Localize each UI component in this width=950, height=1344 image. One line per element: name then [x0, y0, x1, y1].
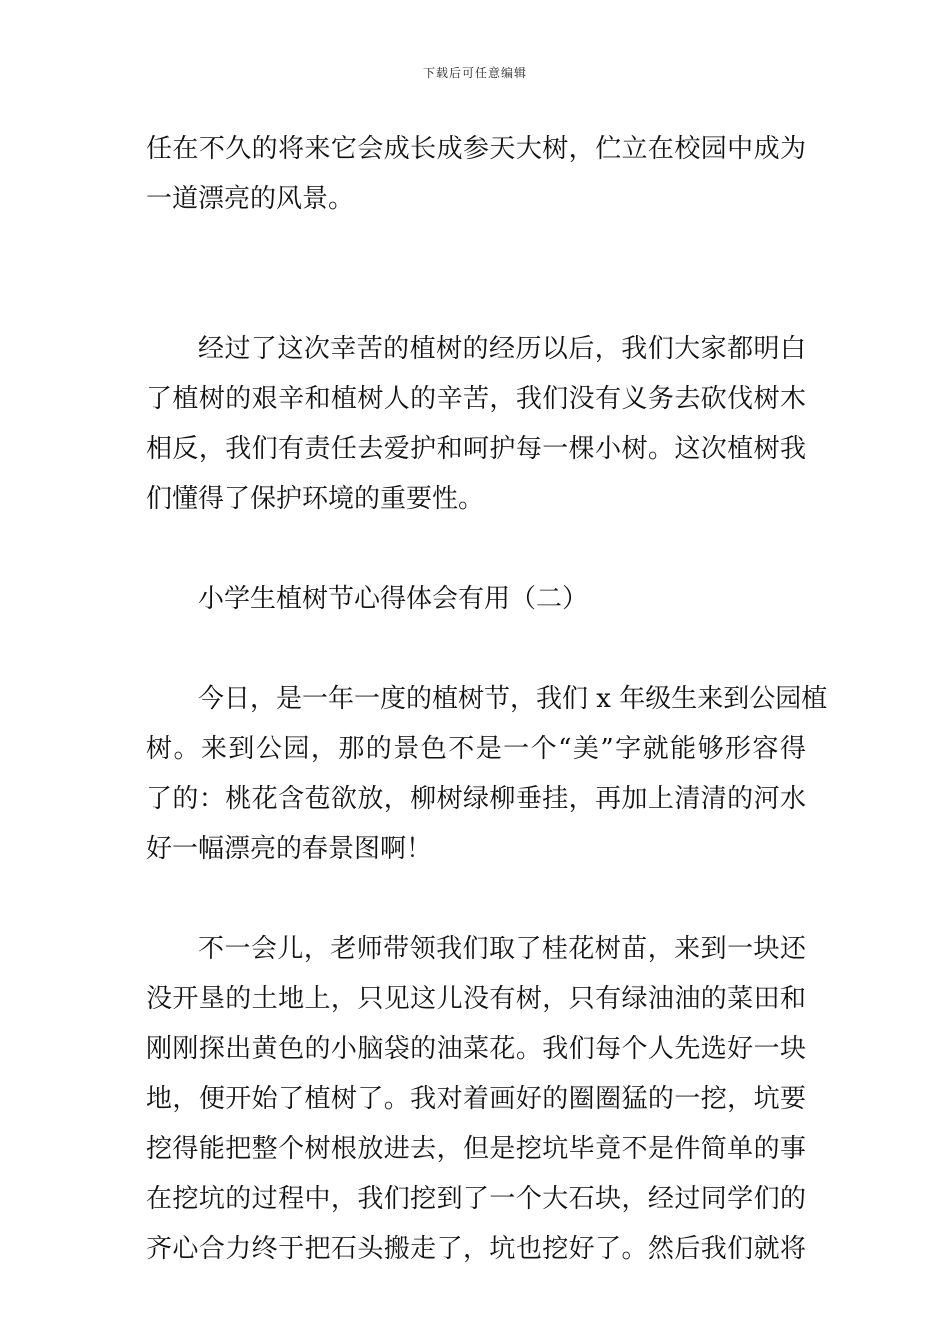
text-line: 树。来到公园，那的景色不是一个“美”字就能够形容得: [146, 734, 806, 764]
text-line: 挖得能把整个树根放进去，但是挖坑毕竟不是件简单的事: [146, 1134, 806, 1164]
paragraph: [146, 674, 828, 874]
text-line: 刚刚探出黄色的小脑袋的油菜花。我们每个人先选好一块: [146, 1034, 806, 1064]
text-line: 经过了这次幸苦的植树的经历以后，我们大家都明白: [198, 334, 806, 364]
text-line: 地，便开始了植树了。我对着画好的圈圈猛的一挖，坑要: [146, 1084, 806, 1114]
section-heading: [146, 574, 806, 624]
text-line: 没开垦的土地上，只见这儿没有树，只有绿油油的菜田和: [146, 984, 806, 1014]
paragraph-gap: [146, 874, 806, 924]
paragraph: [146, 924, 806, 1274]
paragraph-gap: [146, 524, 806, 574]
page-header: 下载后可任意编辑: [422, 66, 527, 80]
heading-text: 小学生植树节心得体会有用（二）: [198, 584, 589, 614]
paragraph-gap: [146, 624, 806, 674]
paragraph-gap: [146, 274, 806, 324]
text-line: 一道漂亮的风景。: [146, 184, 355, 214]
text-line: 今日，是一年一度的植树节，我们 x 年级生来到公园植: [198, 684, 828, 714]
paragraph: [146, 324, 806, 524]
paragraph: [146, 124, 806, 224]
text-line: 齐心合力终于把石头搬走了，坑也挖好了。然后我们就将: [146, 1234, 806, 1264]
text-line: 在挖坑的过程中，我们挖到了一个大石块，经过同学们的: [146, 1184, 806, 1214]
text-line: 相反，我们有责任去爱护和呵护每一棵小树。这次植树我: [146, 434, 806, 464]
text-line: 了植树的艰辛和植树人的辛苦，我们没有义务去砍伐树木: [146, 384, 806, 414]
document-body: [146, 124, 828, 1274]
text-line: 们懂得了保护环境的重要性。: [146, 484, 485, 514]
text-line: 任在不久的将来它会成长成参天大树，伫立在校园中成为: [146, 134, 806, 164]
text-line: 了的：桃花含苞欲放，柳树绿柳垂挂，再加上清清的河水: [146, 784, 806, 814]
text-line: 不一会儿，老师带领我们取了桂花树苗，来到一块还: [198, 934, 806, 964]
paragraph-gap: [146, 224, 806, 274]
text-line: 好一幅漂亮的春景图啊！: [146, 834, 433, 864]
